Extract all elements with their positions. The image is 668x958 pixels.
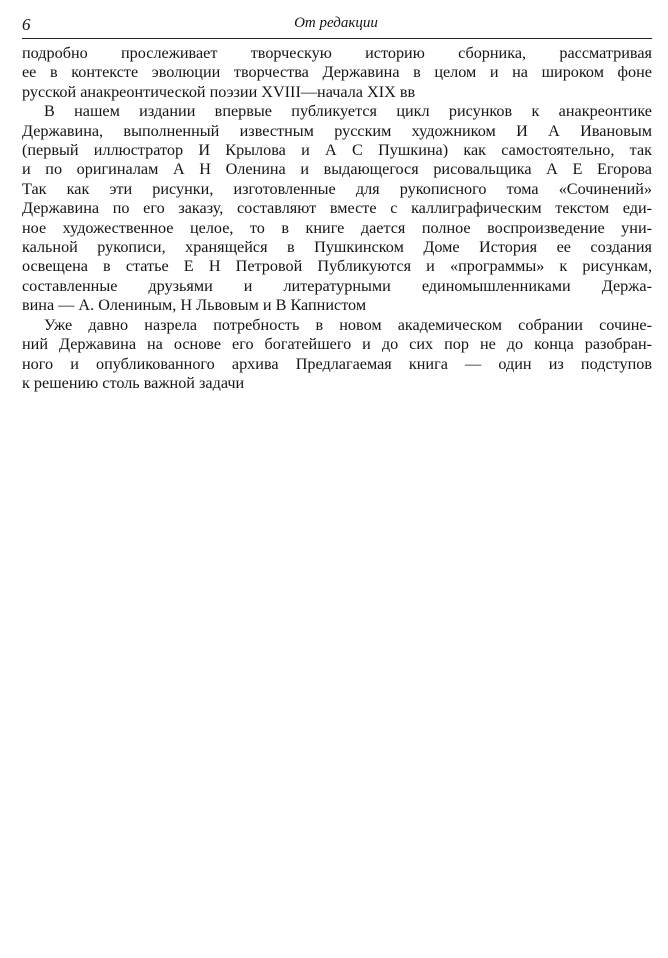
page-number: 6 bbox=[22, 15, 31, 34]
paragraph-2 bbox=[22, 102, 652, 315]
text-line: к решению столь важной задачи bbox=[22, 373, 245, 392]
text-line: освещена в статье Е Н Петровой Публикуются и «программы» к рисункам, bbox=[22, 257, 652, 276]
section-title: От редакции bbox=[294, 15, 378, 31]
text-line: Так как эти рисунки, изготовленные для рукописного тома «Сочинений» bbox=[22, 179, 652, 198]
header-rule bbox=[22, 38, 652, 39]
text-line: ее в контексте эволюции творчества Державина в целом и на широком фоне bbox=[22, 63, 652, 82]
text-line: русской анакреонтической поэзии XVIII—начала XIX вв bbox=[22, 82, 416, 101]
text-line: ное художественное целое, то в книге дается полное воспроизведение уни- bbox=[22, 218, 652, 237]
text-line: и по оригиналам А Н Оленина и выдающегося рисовальщика А Е Егорова bbox=[22, 160, 652, 179]
paragraph-3 bbox=[22, 316, 652, 394]
text-line: ний Державина на основе его богатейшего и до сих пор не до конца разобран- bbox=[22, 335, 652, 354]
text-line: Державина, выполненный известным русским художником И А Ивановым bbox=[22, 121, 652, 140]
running-head bbox=[22, 12, 650, 36]
text-line: кальной рукописи, хранящейся в Пушкинском Доме История ее создания bbox=[22, 238, 652, 257]
text-line: Уже давно назрела потребность в новом академическом собрании сочине- bbox=[44, 315, 652, 334]
text-line: В нашем издании впервые публикуется цикл рисунков к анакреонтике bbox=[44, 102, 652, 121]
paragraph-1 bbox=[22, 44, 652, 102]
text-line: ного и опубликованного архива Предлагаемая книга — один из подступов bbox=[22, 354, 652, 373]
text-line: (первый иллюстратор И Крылова и А С Пушкина) как самостоятельно, так bbox=[22, 141, 652, 160]
text-line: Державина по его заказу, составляют вместе с каллиграфическим текстом еди- bbox=[22, 199, 652, 218]
text-line: вина — А. Олениным, Н Львовым и В Капнистом bbox=[22, 296, 367, 315]
body-text bbox=[22, 44, 652, 393]
text-line: подробно прослеживает творческую историю сборника, рассматривая bbox=[22, 44, 652, 62]
text-line: составленные друзьями и литературными единомышленниками Держа- bbox=[22, 276, 652, 295]
